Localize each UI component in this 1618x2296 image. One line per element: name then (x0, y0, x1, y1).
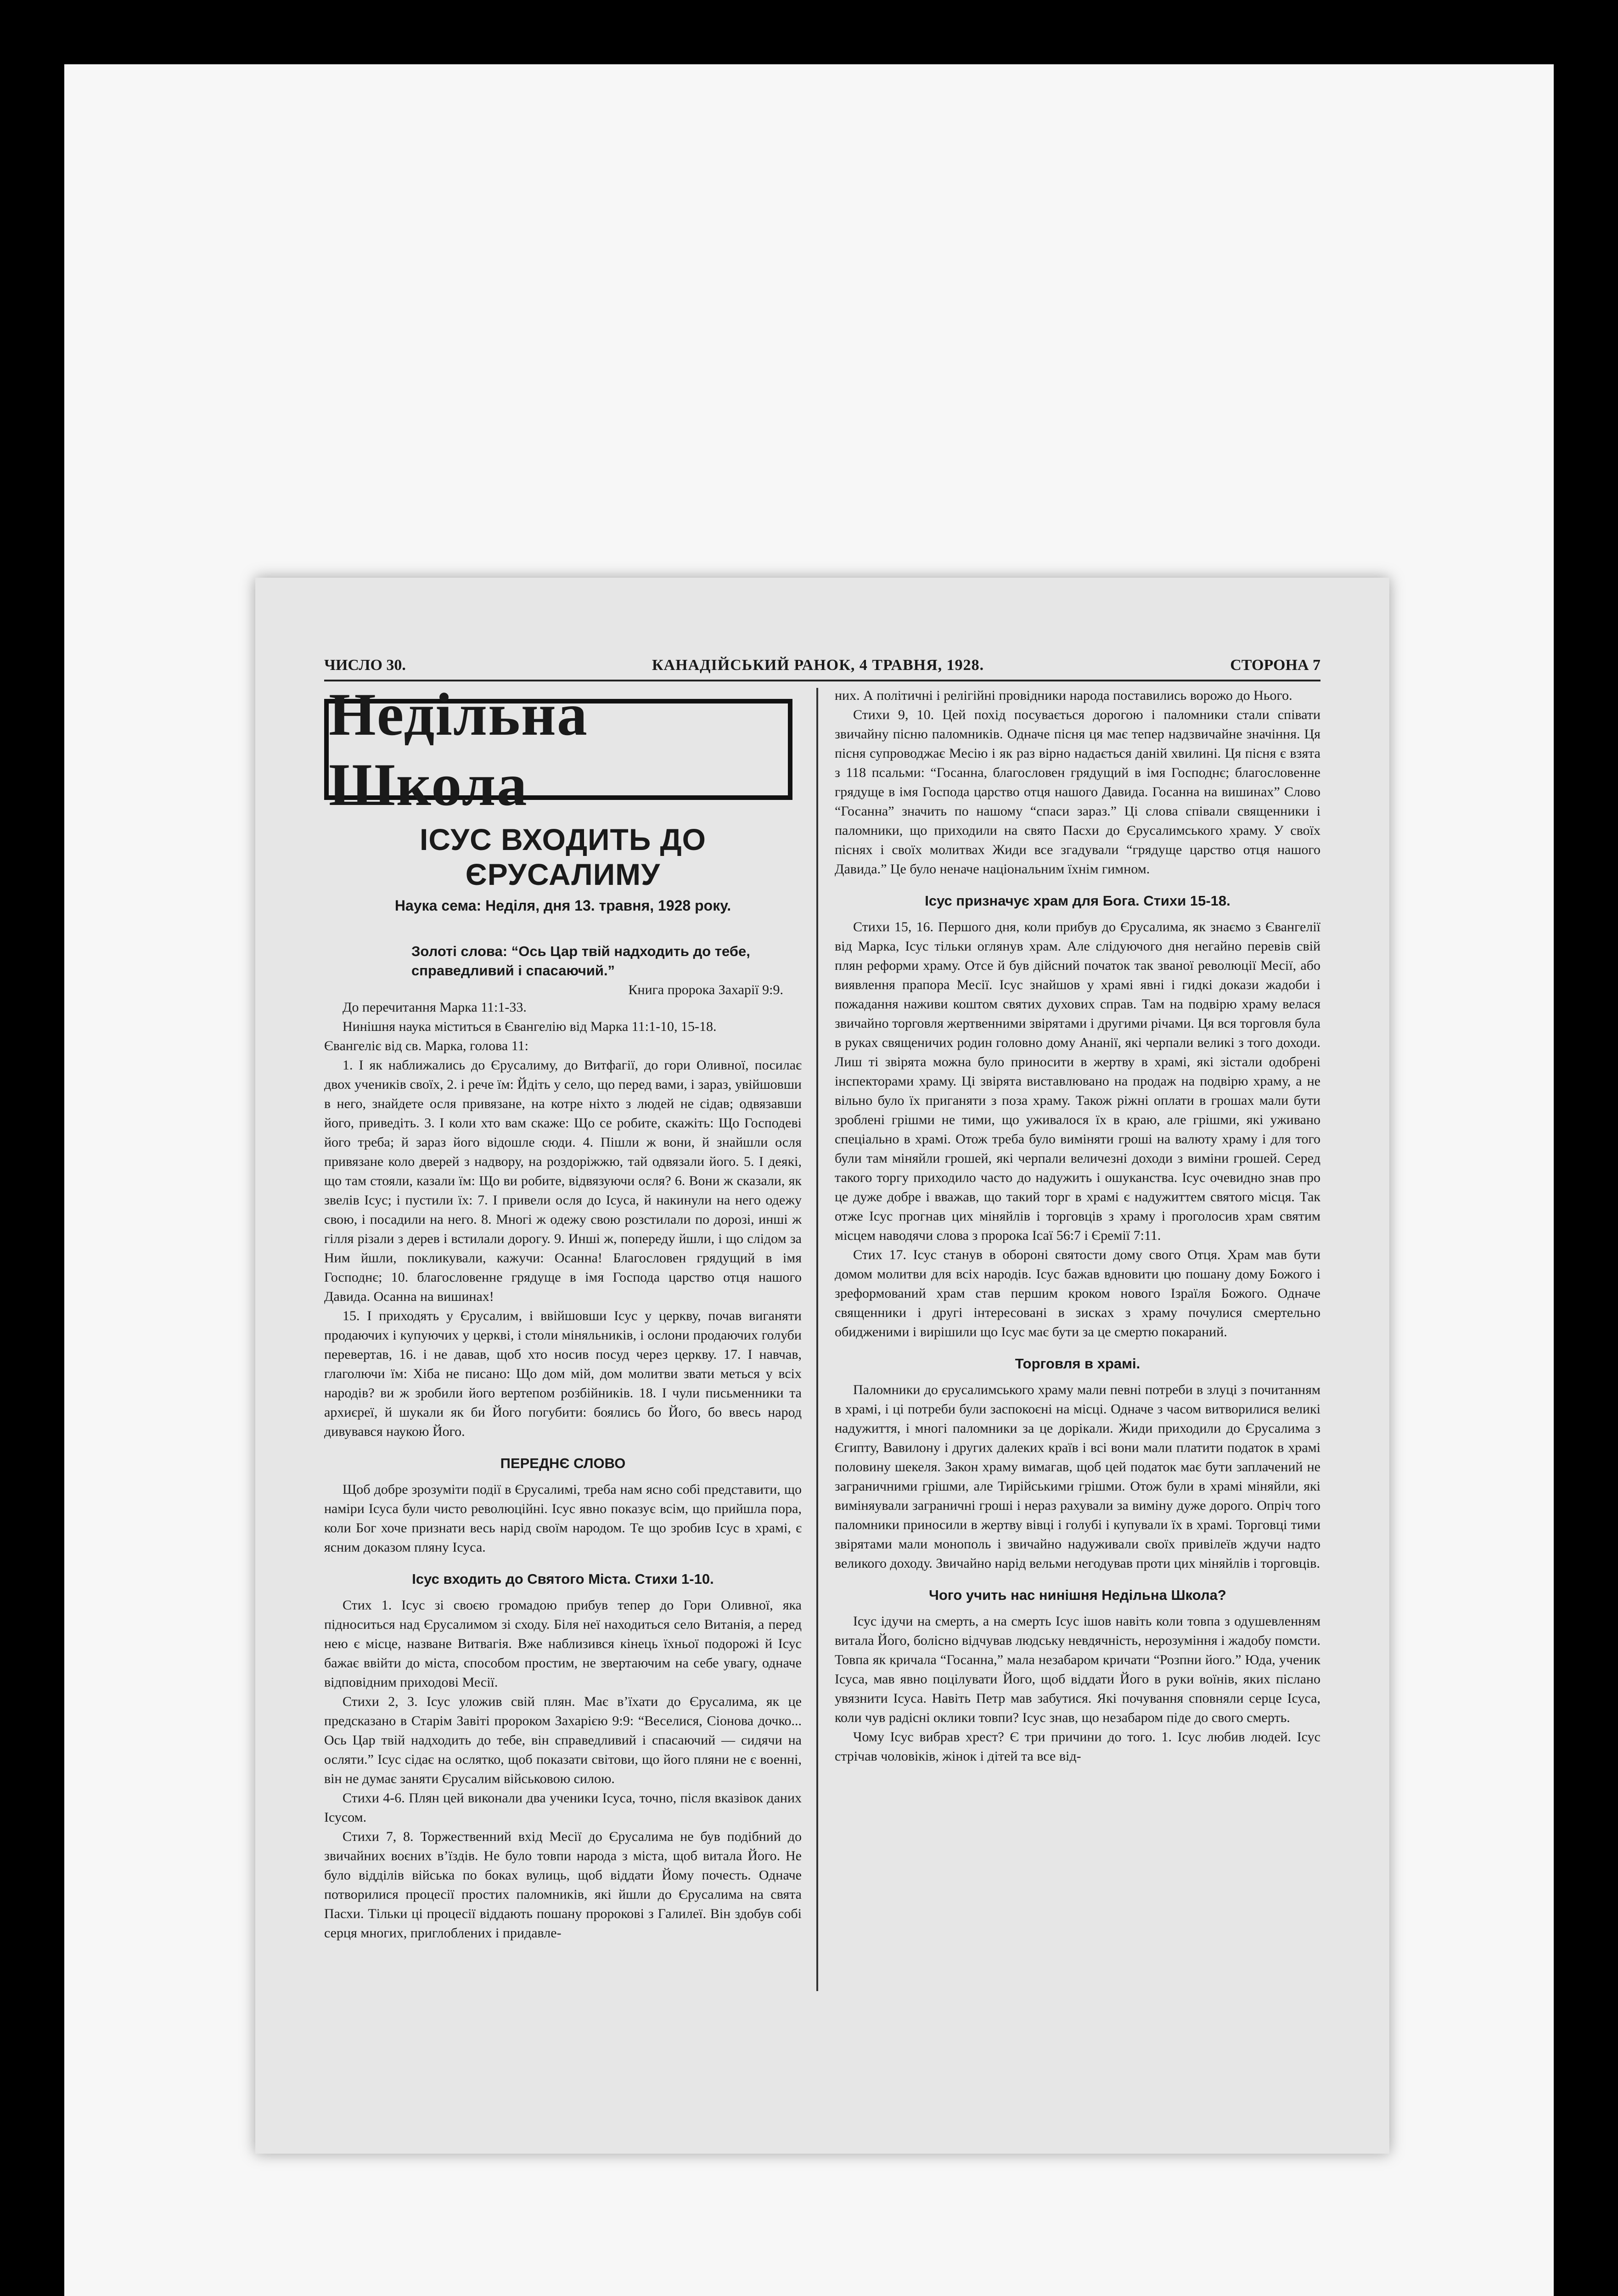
section-heading: Торговля в храмі. (1015, 1356, 1140, 1372)
scripture-text-1: 1. І як наближались до Єрусалиму, до Витфагії, до гори Оливної, посилає двох учеників своїх, 2. і рече їм: Йдіть у село, що перед вами, і зараз, увійшовши в него, знайдете осля привязане, на котре ніхто з людей не сідав; одвязавши його, приведіть. 3. І коли хто вам скаже: Що се робите, скажіть: Що Господеві його треба; й зараз його відошле сюди. 4. Пішли ж вони, й знайшли осля привязане коло дверей з надвору, на роздоріжжю, тай одвязали його. 5. І деякі, що там стояли, казали їм: Що ви робите, відвязуючи осля? 6. Вони ж сказали, як звелів Ісус; і пустили їх: 7. І привели осля до Ісуса, й накинули на него одежу свою, і посадили на него. 8. Многі ж одежу свою розстилали по дорозі, инші ж гілля різали з дерев і встилали дорогу. 9. Инші ж, попереду йшли, і що слідом за Ним йшли, покликували, кажучи: Осанна! Благословен грядущий в імя Господнє; 10. благословенне грядуще в імя Господа царство отця нашого Давида. Осанна на вишинах! (324, 1058, 802, 1304)
scripture-text-2: 15. І приходять у Єрусалим, і ввійшовши Ісус у церкву, почав виганяти продаючих і купуючих у церкві, і столи міняльників, і ослони продаючих голуби перевертав, 16. і не давав, щоб хто носив посуд через церкву. 17. І навчав, глаголючи їм: Хіба не писано: Що дом мій, дом молитви звати меться у всіх народів? ви ж зробили його вертепом розбійників. 18. І чули письменники та архиєреї, й шукали як би Його погубити: боялись бо Його, бо ввесь народ дивувався наукою Його. (324, 1308, 802, 1439)
golden-words: Золоті слова: “Ось Цар твій надходить до тебе, справедливий і спасаючий.” (411, 943, 750, 979)
lesson-meta: Наука сема: Неділя, дня 13. травня, 1928 року. (394, 897, 731, 914)
paragraph: Стих 17. Ісус станув в обороні святости дому свого Отця. Храм мав бути домом молитви для всіх народів. Ісус бажав вдновити цю пошану дому Божого і зреформований храм став першим кроком нового Ізраїля Божого. Одначе священники і другі інтересовані в зисках з храму почулися смертельно обидженими і вирішили що Ісус має бути за це смертю покараний. (835, 1247, 1320, 1339)
paragraph: Стихи 4-6. Плян цей виконали два ученики Ісуса, точно, після вказівок даних Ісусом. (324, 1790, 802, 1825)
running-head (324, 647, 1320, 674)
right-column (835, 686, 1320, 1766)
reading-ref: До перечитання Марка 11:1-33. (343, 1000, 527, 1015)
paragraph: Стихи 2, 3. Ісус уложив свій плян. Має в’їхати до Єрусалима, як це предсказано в Старім Завіті пророком Захарією 9:9: “Веселися, Сіонова дочко... Ось Цар твій надходить до тебе, він справедливий і спасаючий — сидячи на осляти.” Ісус сідає на ослятко, щоб показати світови, що його пляни не є военні, він не думає заняти Єрусалим військовою силою. (324, 1694, 802, 1786)
lesson-ref: Нинішня наука міститься в Євангелію від Марка 11:1-10, 15-18. (343, 1019, 717, 1034)
newspaper-page (255, 578, 1389, 2154)
lesson-title: ІСУС ВХОДИТЬ ДО ЄРУСАЛИМУ (419, 822, 707, 891)
section-heading: Чого учить нас нинішня Недільна Школа? (929, 1587, 1226, 1603)
masthead-title: Недільна Школа (329, 681, 588, 818)
section-heading: Ісус входить до Святого Міста. Стихи 1-10. (412, 1571, 714, 1587)
section-heading: ПЕРЕДНЄ СЛОВО (500, 1455, 626, 1471)
section-heading: Ісус призначує храм для Бога. Стихи 15-18. (925, 893, 1230, 909)
column-divider (816, 688, 818, 1991)
paper-name-date: КАНАДІЙСЬКИЙ РАНОК, 4 ТРАВНЯ, 1928. (652, 657, 984, 674)
paragraph: Стихи 7, 8. Торжественний вхід Месії до Єрусалима не був подібний до звичайних воєних в’їздів. Не було товпи народа з міста, щоб витала Його. Не було відділів війська по боках вулиць, щоб віддати Йому почесть. Одначе потворилися процесії простих паломників, які йшли до Єрусалима на свята Пасхи. Тільки ці процесії віддають пошану пророкові з Галилеї. Він здобув собі серця многих, приглоблених і придавле- (324, 1829, 802, 1941)
paragraph: Стихи 15, 16. Першого дня, коли прибув до Єрусалима, як знаємо з Євангелії від Марка, Ісус тільки оглянув храм. Але слідуючого дня негайно перевів свій плян реформи храму. Отсе й був дійсний початок так званої революції Месії, або виявлення прапора Месії. Ісус знайшов у храмі явні і гидкі докази жадоби і пожадання наживи коштом святих духових справ. Там на подвірю храму велася звичайно торговля жертвенними звірятами і другими річами. Ця вся торговля була в руках священичих родин головно дому Ананії, які черпали великі з того доходи. Лиш ті звірята можна було приносити в жертву в храмі, які зістали одобрені інспекторами храму. Ці звірята виставлювано на продаж на подвірю храму, а не вільно було їх приганяти з поза храму. Також ріжні оплати в грошах мали бути зроблені грішми не тими, що уживалося їх в краю, але грішми, які уживано спеціально в храмі. Отож треба було виміняти гроші на валюту храму і для того були там міняйли грошей, які черпали величезні доходи з виміни грошей. Серед такого торгу приходило часто до надужить і ошуканства. Ісус очевидно знав про це дуже добре і вважав, що такий торг в храмі є надужиттем святого місця. Так отже Ісус прогнав цих міняйлів і торговців з храму і проголосив храм святим місцем наводячи слова з пророка Ісаї 56:7 і Єремії 7:11. (835, 919, 1320, 1243)
paragraph: Стих 1. Ісус зі своєю громадою прибув тепер до Гори Оливної, яка підноситься над Єрусалимом зі сходу. Біля неї находиться село Витанія, а перед нею є місце, назване Витвагія. Вже наблизився кінець їхньої подорожі й Ісус бажає ввійти до міста, способом простим, не звертаючим на себе увагу, одначе відповідним приходові Месії. (324, 1598, 802, 1690)
section-masthead (324, 681, 792, 818)
paragraph: Ісус ідучи на смерть, а на смерть Ісус ішов навіть коли товпа з одушевленням витала Його, болісно відчував людську невдячність, нерозуміння і жадобу помсти. Товпа як кричала “Госанна,” мала незабаром кричати “Розпни його.” Юда, ученик Ісуса, мав явно поцілувати Його, щоб віддати Його в руки воїнів, яких післано увязнити Ісуса. Навіть Петр мав забутися. Які почування сповняли серце Ісуса, коли чув радісні оклики товпи? Ісус знав, що незабаром піде до свого смерть. (835, 1614, 1320, 1725)
paragraph: них. А політичні і релігійні провідники народа поставились ворожо до Нього. (835, 688, 1292, 703)
paragraph: Стихи 9, 10. Цей похід посувається дорогою і паломники стали співати звичайну пісню паломників. Одначе пісня ця має тепер надзвичайне значіння. Ця пісня супроводжає Месію і як раз вірно надається даній хвилині. Ця пісня є взята з 118 псальми: “Госанна, благословен грядущий в імя Господнє; благословенне грядуще в імя Господа царство отця нашого Давида. Госанна на вишинах” Слово “Госанна” значить по нашому “спаси зараз.” Ці слова співали священники і паломники, що приходили на свято Пасхи до Єрусалимського храму. У своїх піснях і своїх молитвах Жиди все згадували “грядуще царство отця нашого Давида.” Це було неначе національним їхнім гимном. (835, 707, 1320, 877)
paragraph: Чому Ісус вибрав хрест? Є три причини до того. 1. Ісус любив людей. Ісус стрічав чоловіків, жінок і дітей та все від- (835, 1729, 1320, 1764)
left-column (324, 681, 802, 1943)
foreword-text: Щоб добре зрозуміти події в Єрусалимі, треба нам ясно собі представити, що наміри Ісуса були чисто революційні. Ісус явно показує всім, що прийшла пора, коли Бог хоче признати весь нарід своїм народом. Те що зробив Ісус в храмі, є ясним доказом пляну Ісуса. (324, 1482, 802, 1555)
golden-words-source: Книга пророка Захарії 9:9. (628, 982, 783, 997)
page-number: СТОРОНА 7 (1230, 657, 1320, 674)
gospel-heading: Євангеліє від св. Марка, голова 11: (324, 1038, 528, 1053)
paragraph: Паломники до єрусалимського храму мали певні потреби в злуці з почитанням в храмі, і ці потреби були заспокоєні на місці. Одначе з часом витворилися великі надужиття, і многі паломники за це дорікали. Жиди приходили до Єрусалима з Єгипту, Вавилону і других далеких країв і всі вони мали платити податок в храмі половину шекеля. Закон храму вимагав, щоб цей податок має бути заплачений не заграничними грішми, але Тирійськими грішми. Отож були в храмі міняйли, які виміняували заграничні гроші і нераз рахували за виміну дуже дорого. Опріч того паломники приносили в жертву вівці і голубі і купували їх в храмі. Торговці тими звірятами мали монополь і звичайно надуживали своїх привілеїв ждучи надто великого доходу. Звичайно нарід вельми негодував проти цих міняйлів і торговців. (835, 1382, 1320, 1571)
issue-number: ЧИСЛО 30. (324, 657, 406, 674)
